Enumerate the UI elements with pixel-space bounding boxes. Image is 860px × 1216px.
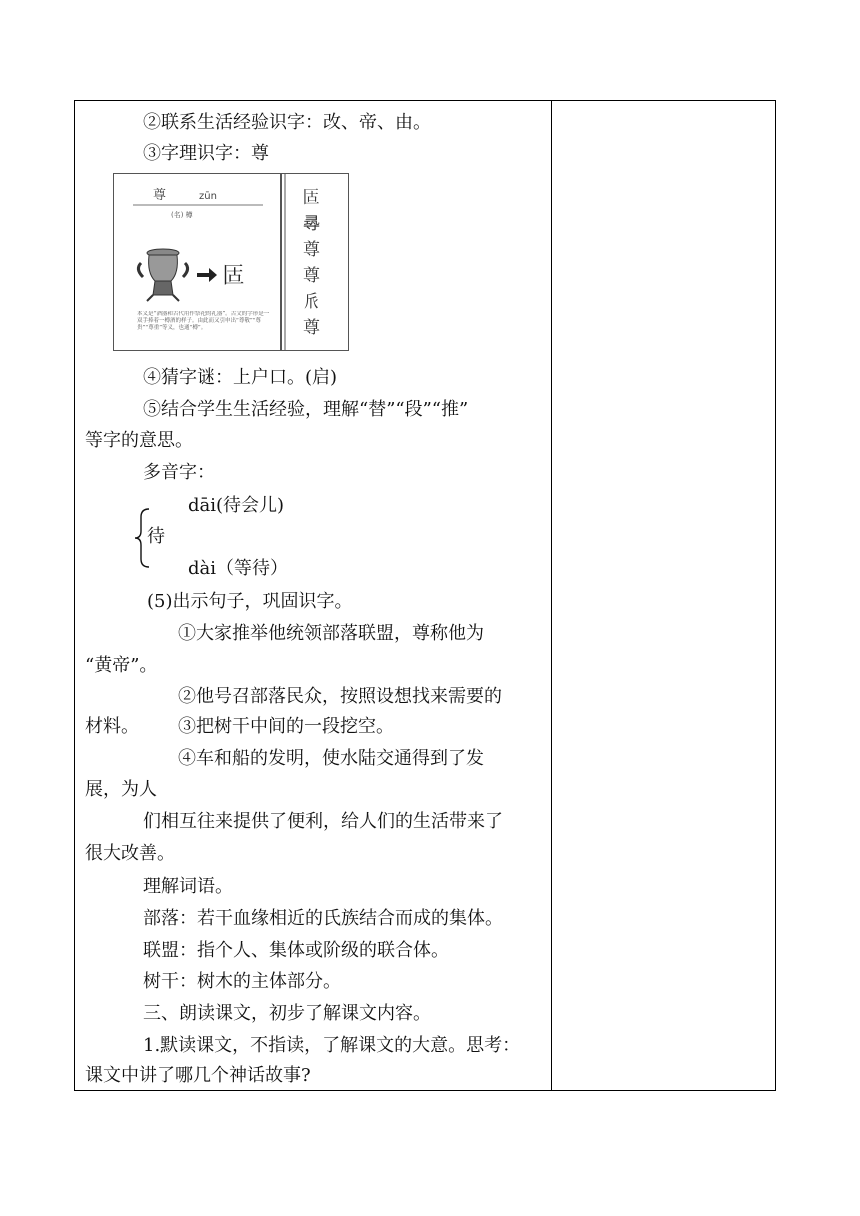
figure-ancient-char: 𠤳 <box>223 264 246 289</box>
sentence-4: ④车和船的发明，使水陆交通得到了发 <box>178 748 484 769</box>
evolution-char: 尊 <box>303 318 320 338</box>
column-divider <box>551 101 552 1090</box>
evolution-char: 𡬶 <box>303 214 320 234</box>
evolution-char: 𠂢 <box>303 292 320 312</box>
text-line: 很大改善。 <box>85 843 175 864</box>
polyphone-char: 待 <box>147 526 165 547</box>
text-line: ④猜字谜：上户口。(启) <box>143 367 338 388</box>
pinyin-dai1: dāi(待会儿) <box>188 495 285 516</box>
pinyin-dai4: dài（等待） <box>188 558 289 579</box>
evolution-char: 尊 <box>303 240 320 260</box>
text-line: ⑤结合学生生活经验，理解“替”“段”“推” <box>143 399 469 420</box>
evolution-char: 𠤳 <box>303 188 320 208</box>
etymology-figure <box>113 173 349 351</box>
text-line: ②联系生活经验识字：改、帝、由。 <box>143 112 431 133</box>
text-line: 材料。 <box>85 716 139 737</box>
lesson-table <box>74 100 776 1091</box>
term-shugan: 树干：树木的主体部分。 <box>143 971 341 992</box>
text-line: 们相互往来提供了便利，给人们的生活带来了 <box>143 811 503 832</box>
term-buluo: 部落：若干血缘相近的氏族结合而成的集体。 <box>143 908 503 929</box>
text-line: (5)出示句子，巩固识字。 <box>147 591 353 612</box>
text-line: 课文中讲了哪几个神话故事? <box>85 1065 311 1086</box>
text-line: 展，为人 <box>85 779 157 800</box>
text-line: 多音字： <box>143 462 215 483</box>
text-line: “黄帝”。 <box>85 655 158 676</box>
sentence-1: ①大家推举他统领部落联盟，尊称他为 <box>178 623 484 644</box>
text-line: 理解词语。 <box>143 876 233 897</box>
text-line: ③字理识字：尊 <box>143 143 269 164</box>
text-line: 1.默读课文，不指读，了解课文的大意。思考： <box>143 1035 521 1056</box>
figure-explain: 本义是“酒器和古代用作祭祀的礼器”。古文的字形是一双手捧着一樽酒的样子。由此而又引申出“尊敬”“尊贵”“尊重”等义，也通“樽”。 <box>137 311 270 331</box>
figure-pinyin: zūn <box>199 191 217 202</box>
section-heading: 三、朗读课文，初步了解课文内容。 <box>143 1003 431 1024</box>
sentence-3: ③把树干中间的一段挖空。 <box>178 716 394 737</box>
figure-sub: (名) 樽 <box>171 211 193 219</box>
figure-char: 尊 <box>153 188 167 203</box>
sentence-2: ②他号召部落民众，按照设想找来需要的 <box>178 686 502 707</box>
evolution-char: 尊 <box>303 266 320 286</box>
term-lianmeng: 联盟：指个人、集体或阶级的联合体。 <box>143 940 449 961</box>
text-line: 等字的意思。 <box>85 430 193 451</box>
